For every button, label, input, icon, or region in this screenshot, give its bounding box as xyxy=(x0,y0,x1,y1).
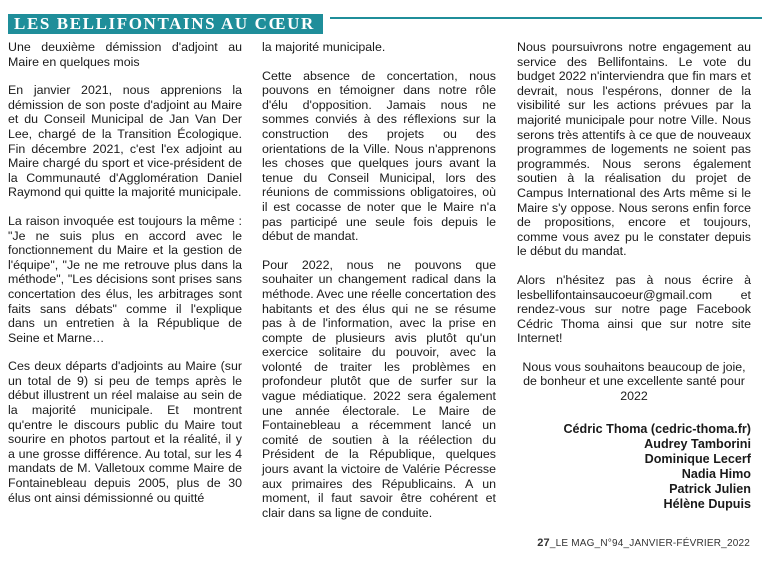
wishes-paragraph: Nous vous souhaitons beaucoup de joie, de bonheur et une excellente santé pour 2022 xyxy=(522,359,746,404)
signature-name: Dominique Lecerf xyxy=(644,451,751,466)
paragraph: Pour 2022, nous ne pouvons que souhaiter un changement radical dans la méthode. Avec une réelle concertation des habitants et des élus qui ne se résume pas à de l'information, avec la prise en compte de plusieurs avis plutôt qu'un exercice solitaire du pouvoir, avec la volonté de traiter les problèmes en profondeur plutôt que de surfer sur la vague médiatique. 2022 sera également une année électorale. Le Maire de Fontainebleau a récemment lancé un comité de soutien à la réélection du Président de la République, quelques jours avant la victoire de Valérie Pécresse aux primaires des Républicains. A un moment, il faut savoir être cohérent et clair dans sa ligne de conduite. xyxy=(262,257,496,520)
section-title: LES BELLIFONTAINS AU CŒUR xyxy=(8,14,323,34)
contact-paragraph: Alors n'hésitez pas à nous écrire à lesbellifontainsaucoeur@gmail.com et rendez-vous sur notre page Facebook Cédric Thoma ainsi que sur notre site Internet! xyxy=(517,272,751,346)
text-column-3 xyxy=(517,40,751,512)
paragraph: Une deuxième démission d'adjoint au Maire en quelques mois xyxy=(8,40,242,69)
paragraph: La raison invoquée est toujours la même : "Je ne suis plus en accord avec le fonctionnement du Maire et la gestion de l'équipe", "Je ne me retrouve plus dans la méthode", "Les décisions sont prises sans concertation des élus, les arbitrages sont faits sans débats" comme il l'explique dans un entretien à la République de Seine et Marne… xyxy=(8,213,242,345)
page-footer xyxy=(537,537,750,549)
text-column-1 xyxy=(8,40,242,519)
paragraph: Cette absence de concertation, nous pouvons en témoigner dans notre rôle d'élu d'opposition. Jamais nous ne sommes conviés à des réflexions sur la construction des projets ou des orientations de la Ville. Nous n'apprenons les choses que quelques jours avant la tenue du Conseil Municipal, lors des réunions de commissions obligatoires, où il est cocasse de noter que le Maire n'a pas participé une seule fois depuis le début de mandat. xyxy=(262,68,496,244)
header-rule xyxy=(330,17,762,19)
footer-text: _LE MAG_N°94_JANVIER-FÉVRIER_2022 xyxy=(549,538,750,549)
section-header xyxy=(0,14,768,34)
signature-name: Audrey Tamborini xyxy=(644,436,751,451)
signatures xyxy=(517,422,751,512)
page-number: 27 xyxy=(537,537,550,549)
text-column-2 xyxy=(262,40,496,534)
signature-name: Hélène Dupuis xyxy=(663,496,751,511)
paragraph: Nous poursuivrons notre engagement au service des Bellifontains. Le vote du budget 2022 n'interviendra que fin mars et devrait, nous l'espérons, donner de la visibilité sur les actions prévues par la majorité municipale pour notre Ville. Nous serons très attentifs à ce que de nouveaux programmes de logements ne soient pas programmés. Nous serons également soutien à la réalisation du projet de Campus International des Arts même si le Maire s'y oppose. Nous serons enfin force de propositions, encore et toujours, comme vous avez pu le constater depuis le début du mandat. xyxy=(517,40,751,259)
paragraph: la majorité municipale. xyxy=(262,40,386,54)
paragraph: En janvier 2021, nous apprenions la démission de son poste d'adjoint au Maire et du Conseil Municipal de Jan Van Der Lee, chargé de la Transition Écologique. Fin décembre 2021, c'est l'ex adjoint au Maire chargé du sport et vice-président de la Communauté d'Agglomération Daniel Raymond qui quitte la majorité municipale. xyxy=(8,83,242,200)
signature-name: Cédric Thoma (cedric-thoma.fr) xyxy=(563,421,751,436)
signature-name: Patrick Julien xyxy=(669,481,751,496)
signature-name: Nadia Himo xyxy=(681,466,751,481)
paragraph: Ces deux départs d'adjoints au Maire (sur un total de 9) si peu de temps après le début illustrent un réel malaise au sein de la majorité municipale. Et montrent qu'entre le discours public du Maire tout sourire en photos partout et la réalité, il y a une grosse différence. Au total, sur les 4 mandats de M. Valletoux comme Maire de Fontainebleau depuis 2005, plus de 30 élus ont ainsi démissionné ou quitté xyxy=(8,359,242,505)
